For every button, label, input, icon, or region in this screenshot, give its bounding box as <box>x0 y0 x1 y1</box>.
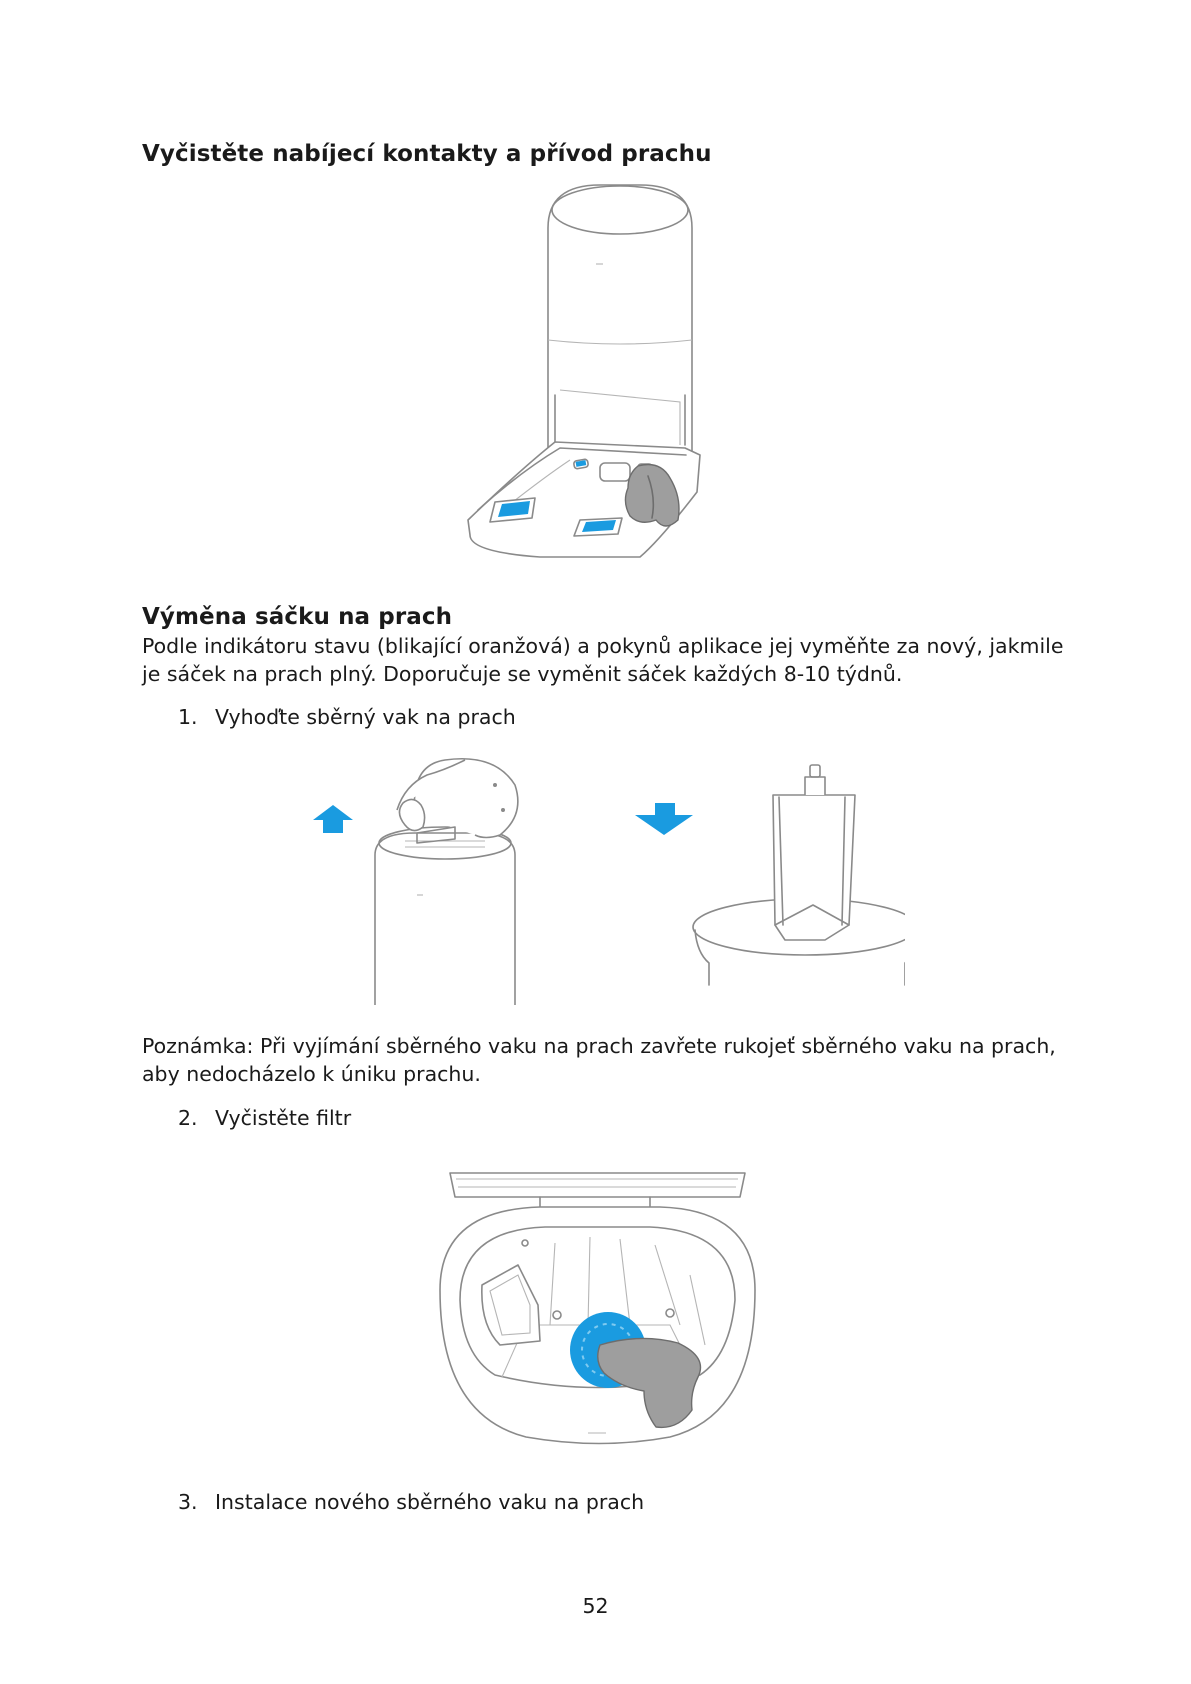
step-item <box>178 1106 878 1134</box>
intro-paragraph-line: Podle indikátoru stavu (blikající oranžová) a pokynů aplikace jej vyměňte za nový, jakmile <box>142 634 1064 658</box>
step-text: Instalace nového sběrného vaku na prach <box>215 1490 645 1514</box>
note-line: Poznámka: Při vyjímání sběrného vaku na prach zavřete rukojeť sběrného vaku na prach, <box>142 1034 1056 1058</box>
step-text: Vyčistěte filtr <box>215 1106 352 1130</box>
intro-paragraph-line: je sáček na prach plný. Doporučuje se vyměnit sáček každých 8-10 týdnů. <box>142 662 903 686</box>
note-paragraph <box>142 1032 1056 1088</box>
step-text: Vyhoďte sběrný vak na prach <box>215 705 516 729</box>
section-heading-bag-replacement: Výměna sáčku na prach <box>142 604 453 630</box>
arrow-up-icon <box>313 805 353 833</box>
section-heading-clean-contacts: Vyčistěte nabíjecí kontakty a přívod prachu <box>142 141 712 167</box>
arrow-down-icon <box>635 803 693 835</box>
step-item <box>178 1490 878 1518</box>
docking-station-illustration <box>460 180 740 580</box>
page-number: 52 <box>582 1594 609 1618</box>
step-number: 2. <box>178 1106 198 1130</box>
clean-filter-illustration <box>430 1165 765 1455</box>
note-line: aby nedocházelo k úniku prachu. <box>142 1062 481 1086</box>
remove-bag-illustration <box>305 755 905 1010</box>
step-number: 1. <box>178 705 198 729</box>
step-item <box>178 705 878 733</box>
intro-paragraph <box>142 632 1063 688</box>
step-number: 3. <box>178 1490 198 1514</box>
